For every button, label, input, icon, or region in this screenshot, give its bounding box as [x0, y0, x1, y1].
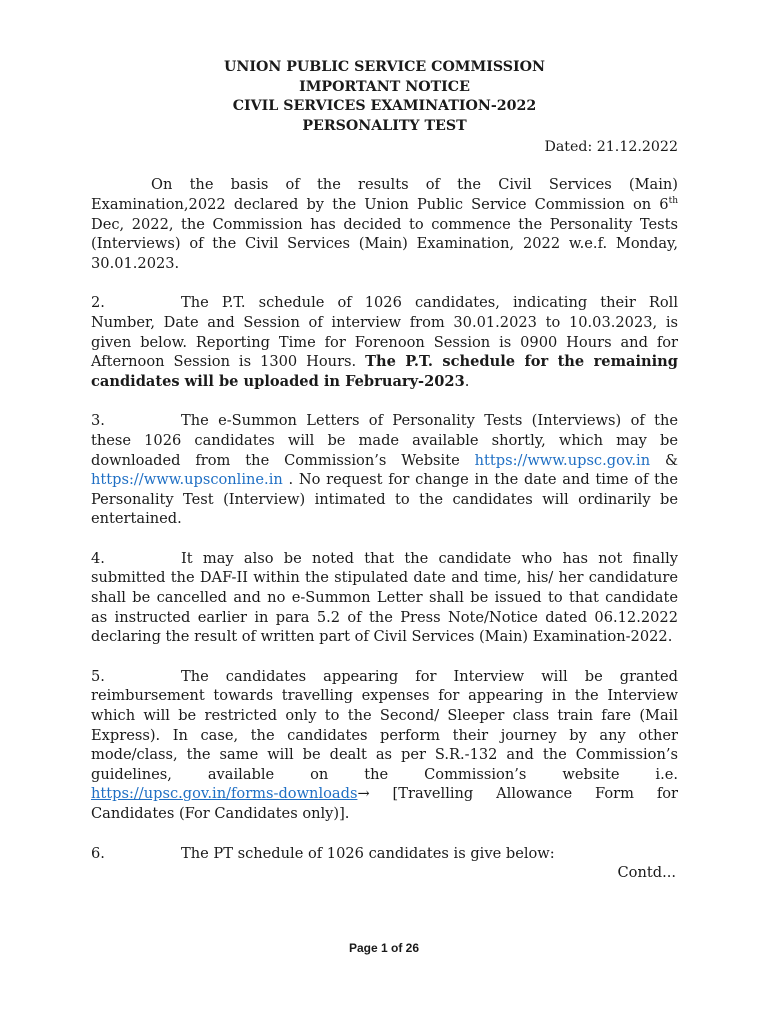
intro-superscript: th [668, 196, 678, 207]
paragraph-2 [91, 293, 678, 391]
paragraph-number: 3. [91, 412, 105, 430]
paragraph-4 [91, 549, 678, 647]
intro-text-a: On the basis of the results of the Civil Services (Main) Examination,2022 declared by the Union Public Service Commission on 6 [91, 176, 678, 213]
paragraph-text: It may also be noted that the candidate who has not finally submitted the DAF-II within the stipulated date and time, his/ her candidature shall be cancelled and no e-Summon Letter shall be issued to that candidate as instructed earlier in para 5.2 of the Press Note/Notice dated 06.12.2022 declaring the result of written part of Civil Services (Main) Examination-2022. [91, 549, 678, 646]
paragraph-bold-text: The P.T. schedule for the remaining candidates will be uploaded in February-2023 [91, 353, 678, 390]
paragraph-number: 2. [91, 294, 105, 312]
paragraph-5 [91, 667, 678, 824]
paragraph-text: The e-Summon Letters of Personality Tests (Interviews) of the these 1026 candidates will be made available shortly, which may be downloaded from the Commission’s Website [91, 412, 678, 469]
header-organization: UNION PUBLIC SERVICE COMMISSION [224, 59, 545, 75]
paragraph-text: The PT schedule of 1026 candidates is give below: [181, 844, 555, 862]
header-exam: CIVIL SERVICES EXAMINATION-2022 [232, 98, 537, 115]
upsc-website-link[interactable]: https://www.upsc.gov.in [474, 451, 651, 469]
paragraph-text-continued: . No request for change in the date and time of the Personality Test (Interview) intimated to the candidates will ordinarily be entertained. [91, 471, 678, 528]
forms-downloads-link[interactable]: https://upsc.gov.in/forms-downloads [91, 785, 358, 803]
continued-marker: Contd... [617, 864, 676, 882]
paragraph-number: 5. [91, 667, 105, 685]
notice-document [91, 58, 678, 883]
paragraph-number: 4. [91, 549, 105, 567]
paragraph-text-continued: → [Travelling Allowance Form for Candidates (For Candidates only)]. [91, 785, 678, 822]
page-number: Page 1 of 26 [348, 941, 420, 955]
paragraph-text: The P.T. schedule of 1026 candidates, indicating their Roll Number, Date and Session of interview from 30.01.2023 to 10.03.2023, is given below. Reporting Time for Forenoon Session is 0900 Hours and for Afternoon Session is 1300 Hours. [91, 294, 678, 371]
notice-date: Dated: 21.12.2022 [544, 139, 678, 156]
header-notice-type: IMPORTANT NOTICE [299, 78, 470, 95]
intro-paragraph [91, 175, 678, 273]
ampersand: & [650, 451, 678, 469]
paragraph-3 [91, 411, 678, 529]
header-block [91, 58, 678, 136]
header-test: PERSONALITY TEST [302, 117, 467, 134]
intro-text-b: Dec, 2022, the Commission has decided to commence the Personality Tests (Interviews) of the Civil Services (Main) Examination, 2022 w.e.f. Monday, 30.01.2023. [91, 215, 678, 272]
paragraph-6 [91, 844, 678, 864]
paragraph-end: . [464, 372, 470, 390]
paragraph-text: The candidates appearing for Interview will be granted reimbursement towards travelling expenses for appearing in the Interview which will be restricted only to the Second/ Sleeper class train fare (Mail Express). In case, the candidates perform their journey by any other mode/class, the same will be dealt as per S.R.-132 and the Commission’s guidelines, available on the Commission’s website i.e. [91, 667, 678, 783]
paragraph-number: 6. [91, 844, 105, 862]
upsconline-website-link[interactable]: https://www.upsconline.in [91, 471, 283, 489]
